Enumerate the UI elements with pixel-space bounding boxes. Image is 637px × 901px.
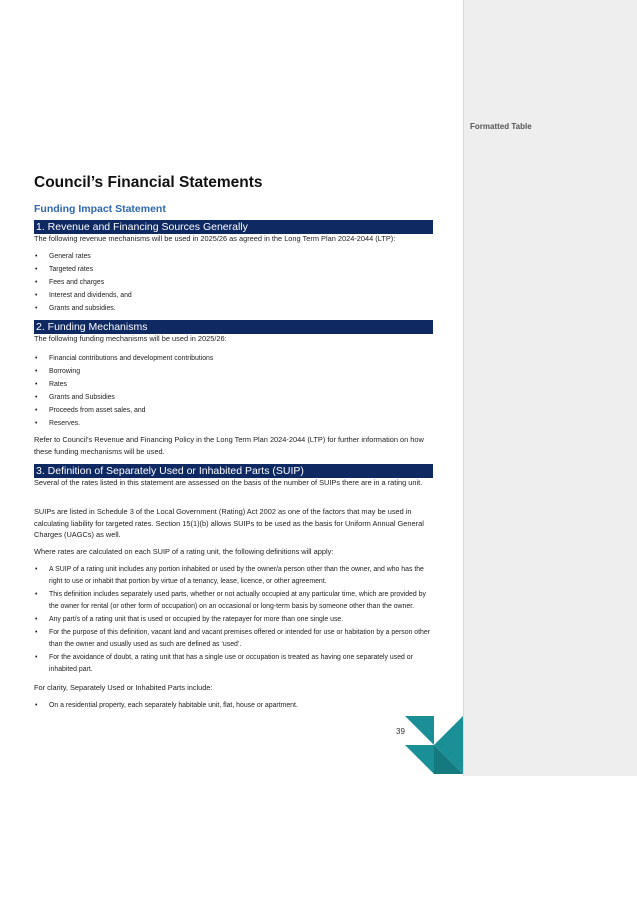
section-3-para-2: SUIPs are listed in Schedule 3 of the Local Government (Rating) Act 2002 as one of the factors that may be used in calculating liability for targeted rates. Section 15(1)(b) allows SUIPs to be used as the basis for Uniform Annual General Charges (UAGCs) as well. [34,507,424,540]
bullet-icon: • [35,292,38,299]
list-item: • Any part/s of a rating unit that is used or occupied by the ratepayer for more than one single use. [34,614,433,626]
list-item: • Grants and subsidies. [34,302,433,315]
bullet-icon: • [35,266,38,273]
list-item: • For the purpose of this definition, vacant land and vacant premises offered or intended for use or habitation by a person other than the owner and usually used as such are defined as ‘used’. [35,629,431,648]
bullet-icon: • [35,394,38,401]
bullet-icon: • [35,654,38,662]
section-2-list [34,352,433,430]
list-item: • Fees and charges [34,276,433,289]
bullet-icon: • [35,590,38,598]
section-3-para-1: Several of the rates listed in this statement are assessed on the basis of the number of SUIPs there are in a rating unit. [34,478,423,487]
bullet-icon: • [35,355,38,362]
section-1-list [34,250,433,315]
list-item: • This definition includes separately used parts, whether or not actually occupied at any particular time, which are provided by the owner for rental (or other form of occupation) on an occasional or long-term basis by someone other than the owner. [35,590,426,610]
bullet-icon: • [35,615,38,623]
page-number: 39 [396,727,405,736]
section-3-heading: 3. Definition of Separately Used or Inhabited Parts (SUIP) [34,464,433,478]
comments-pane-label: Formatted Table [470,122,532,131]
page-title: Council’s Financial Statements [34,174,263,191]
list-item: • Rates [34,378,433,391]
section-3-list [34,564,433,677]
section-3-para-4: For clarity, Separately Used or Inhabited Parts include: [34,683,213,692]
list-item: • Grants and Subsidies [34,391,433,404]
section-2-closing: Refer to Council’s Revenue and Financing Policy in the Long Term Plan 2024-2044 (LTP) for further information on how these funding mechanisms will be used. [34,435,424,456]
bullet-icon: • [35,368,38,375]
comments-pane [463,0,637,776]
bullet-icon: • [35,702,38,709]
list-item: • Financial contributions and development contributions [34,352,433,365]
list-item: • Borrowing [34,365,433,378]
section-1-heading: 1. Revenue and Financing Sources Generally [34,220,433,234]
section-2-heading: 2. Funding Mechanisms [34,320,433,334]
section-1-intro: The following revenue mechanisms will be used in 2025/26 as agreed in the Long Term Plan 2024-2044 (LTP): [34,234,396,243]
list-item: • General rates [34,250,433,263]
list-item: • Proceeds from asset sales, and [34,404,433,417]
bullet-icon: • [35,381,38,388]
bullet-icon: • [35,629,38,637]
section-3-list-2 [34,699,433,712]
list-item: • Reserves. [34,417,433,430]
bullet-icon: • [35,279,38,286]
bullet-icon: • [35,305,38,312]
list-item: • On a residential property, each separately habitable unit, flat, house or apartment. [34,699,433,712]
list-item: • For the avoidance of doubt, a rating unit that has a single use or occupation is treated as having one separately used or inhabited part. [35,654,413,673]
list-item: • A SUIP of a rating unit includes any portion inhabited or used by the owner/a person other than the owner, and who has the right to use or inhabit that portion by virtue of a tenancy, lease, licence, or other agreement. [35,566,424,585]
bullet-icon: • [35,253,38,260]
page-subtitle: Funding Impact Statement [34,203,166,215]
list-item: • Interest and dividends, and [34,289,433,302]
bullet-icon: • [35,420,38,427]
list-item: • Targeted rates [34,263,433,276]
section-3-para-3: Where rates are calculated on each SUIP of a rating unit, the following definitions will apply: [34,547,334,556]
section-2-intro: The following funding mechanisms will be used in 2025/26: [34,334,227,343]
bullet-icon: • [35,566,38,573]
council-triangles-logo [405,716,463,774]
bullet-icon: • [35,407,38,414]
